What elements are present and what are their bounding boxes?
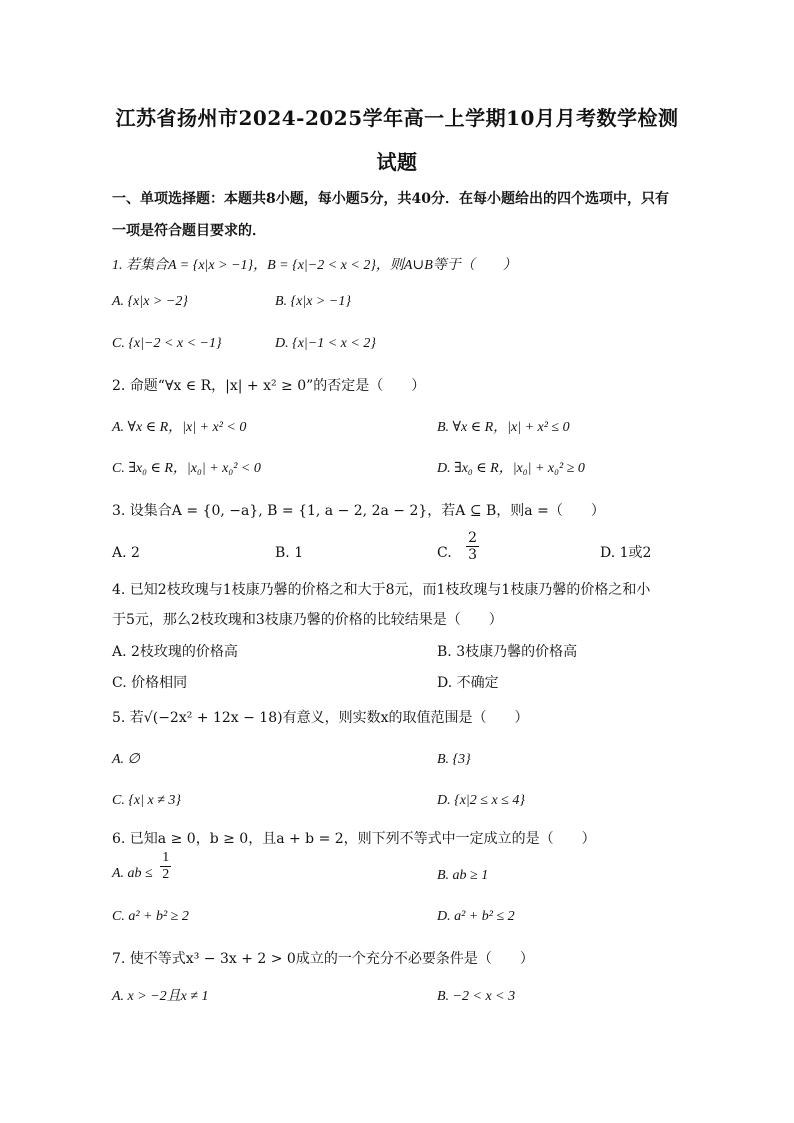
question-7-stem: 7. 使不等式x³ − 3x + 2 > 0成立的一个充分不必要条件是（ ） <box>112 951 534 967</box>
question-5-stem: 5. 若√(−2x² + 12x − 18)有意义，则实数x的取值范围是（ ） <box>112 710 529 726</box>
question-3-option-b: B. 1 <box>275 545 304 561</box>
question-1-option-a: A. {x|x > −2} <box>112 294 188 309</box>
question-4-stem-line-1: 4. 已知2枝玫瑰与1枝康乃馨的价格之和大于8元，而1枝玫瑰与1枝康乃馨的价格之和小 <box>112 582 651 598</box>
question-6-option-c: C. a² + b² ≥ 2 <box>112 909 189 924</box>
question-2-option-d: D. ∃x₀ ∈ R，|x₀| + x₀² ≥ 0 <box>437 461 585 476</box>
question-7-option-a: A. x > −2且x ≠ 1 <box>112 989 209 1004</box>
question-2-option-b: B. ∀x ∈ R，|x| + x² ≤ 0 <box>437 420 570 435</box>
question-3-option-c <box>437 529 479 563</box>
question-4-option-d: D. 不确定 <box>437 675 499 691</box>
question-4-option-c: C. 价格相同 <box>112 675 188 691</box>
fraction-one-half <box>160 850 171 883</box>
question-1-option-c: C. {x|−2 < x < −1} <box>112 336 222 351</box>
question-5-option-a: A. ∅ <box>112 752 140 767</box>
question-6-option-a <box>112 850 171 884</box>
question-3-option-d: D. 1或2 <box>600 545 652 561</box>
question-1-option-d: D. {x|−1 < x < 2} <box>275 336 376 351</box>
question-6-stem: 6. 已知a ≥ 0，b ≥ 0，且a + b = 2，则下列不等式中一定成立的是（ ） <box>112 831 596 847</box>
question-4-option-b: B. 3枝康乃馨的价格高 <box>437 644 578 660</box>
question-4-option-a: A. 2枝玫瑰的价格高 <box>112 644 238 660</box>
question-6-option-a-label: A. ab ≤ <box>112 866 153 881</box>
question-3-option-c-label: C. <box>437 545 452 561</box>
question-4-stem-line-2: 于5元，那么2枝玫瑰和3枝康乃馨的价格的比较结果是（ ） <box>112 612 503 628</box>
question-6-option-b: B. ab ≥ 1 <box>437 868 489 883</box>
fraction-denominator: 3 <box>468 546 478 563</box>
question-7-option-b: B. −2 < x < 3 <box>437 989 516 1004</box>
question-5-option-b: B. {3} <box>437 752 471 767</box>
fraction-denominator: 2 <box>162 867 170 883</box>
section-instructions: 一、单项选择题：本题共8小题，每小题5分，共40分．在每小题给出的四个选项中，只有一项是符合题目要求的． <box>112 191 669 239</box>
question-2-option-a: A. ∀x ∈ R，|x| + x² < 0 <box>112 420 247 435</box>
question-1-option-b: B. {x|x > −1} <box>275 294 351 309</box>
question-6-option-d: D. a² + b² ≤ 2 <box>437 909 515 924</box>
question-2-option-c: C. ∃x₀ ∈ R，|x₀| + x₀² < 0 <box>112 461 261 476</box>
fraction-numerator: 1 <box>162 850 170 866</box>
fraction-two-thirds <box>466 530 479 563</box>
question-5-option-d: D. {x|2 ≤ x ≤ 4} <box>437 793 525 808</box>
question-3-stem: 3. 设集合A = {0, −a}, B = {1, a − 2, 2a − 2}，若A ⊆ B，则a =（ ） <box>112 503 605 519</box>
question-1-stem: 1. 若集合A = {x|x > −1}，B = {x|−2 < x < 2}，则A∪B等于（ ） <box>112 258 517 273</box>
question-2-stem: 2. 命题“∀x ∈ R，|x| + x² ≥ 0”的否定是（ ） <box>112 378 426 394</box>
question-3-option-a: A. 2 <box>112 545 140 561</box>
exam-title: 江苏省扬州市2024-2025学年高一上学期10月月考数学检测试题 <box>115 106 679 174</box>
question-5-option-c: C. {x| x ≠ 3} <box>112 793 181 808</box>
fraction-numerator: 2 <box>468 529 478 546</box>
